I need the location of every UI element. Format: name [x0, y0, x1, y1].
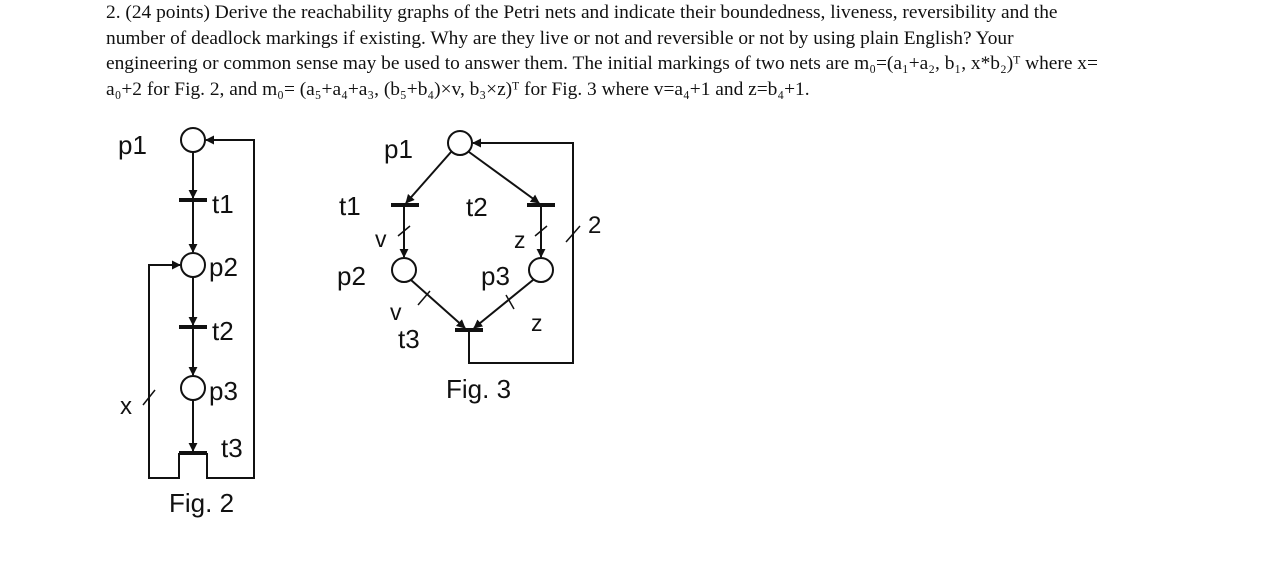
fig2-label-t2: t2	[212, 316, 234, 346]
fig2-petri-net	[143, 128, 254, 478]
fig2-label-t1: t1	[212, 189, 234, 219]
fig3-arc-t3-p1	[469, 143, 573, 363]
fig3-label-t2: t2	[466, 192, 488, 222]
question-line-2: number of deadlock markings if existing. Why are they live or not and reversible or not by using plain English? Your	[106, 27, 1014, 49]
question-line-1: 2. (24 points) Derive the reachability graphs of the Petri nets and indicate their boundedness, liveness, reversibility and the	[106, 2, 1058, 23]
question-line-3: engineering or common sense may be used to answer them. The initial markings of two nets are m₀=(a₁+a₂, b₁, x*b₂)ᵀ where x=	[106, 53, 1098, 74]
fig2-label-p1: p1	[118, 130, 147, 160]
fig2-label-p3: p3	[209, 376, 238, 406]
fig3-label-t1: t1	[339, 191, 361, 221]
question-line-4: a₀+2 for Fig. 2, and m₀= (a₅+a₄+a₃, (b₅+b₄)×v, b₃×z)ᵀ for Fig. 3 where v=a₄+1 and z=b₄+1.	[106, 78, 810, 100]
fig2-place-p1	[181, 128, 205, 152]
fig2-labels	[118, 130, 243, 518]
fig3-label-t3: t3	[398, 324, 420, 354]
fig3-label-weight-z-out: z	[514, 227, 526, 253]
fig2-place-p3	[181, 376, 205, 400]
fig3-place-p1	[448, 131, 472, 155]
fig3-label-weight-z-in: z	[531, 310, 543, 336]
fig2-arc-t3-p2	[149, 265, 180, 478]
fig2-place-p2	[181, 253, 205, 277]
fig3-place-p2	[392, 258, 416, 282]
fig2-caption: Fig. 2	[169, 488, 235, 518]
fig2-label-t3: t3	[221, 433, 243, 463]
fig3-label-weight-v-out: v	[375, 226, 387, 252]
fig3-caption: Fig. 3	[446, 374, 512, 404]
fig3-label-p2: p2	[337, 261, 366, 291]
fig3-label-p1: p1	[384, 134, 413, 164]
fig3-label-weight-2: 2	[588, 212, 602, 239]
fig2-label-weight-x: x	[120, 393, 132, 420]
fig3-label-p3: p3	[481, 261, 510, 291]
fig3-weight-tick-p2-t3	[418, 291, 430, 305]
fig2-label-p2: p2	[209, 252, 238, 282]
fig3-label-weight-v-in: v	[390, 299, 402, 325]
fig3-place-p3	[529, 258, 553, 282]
